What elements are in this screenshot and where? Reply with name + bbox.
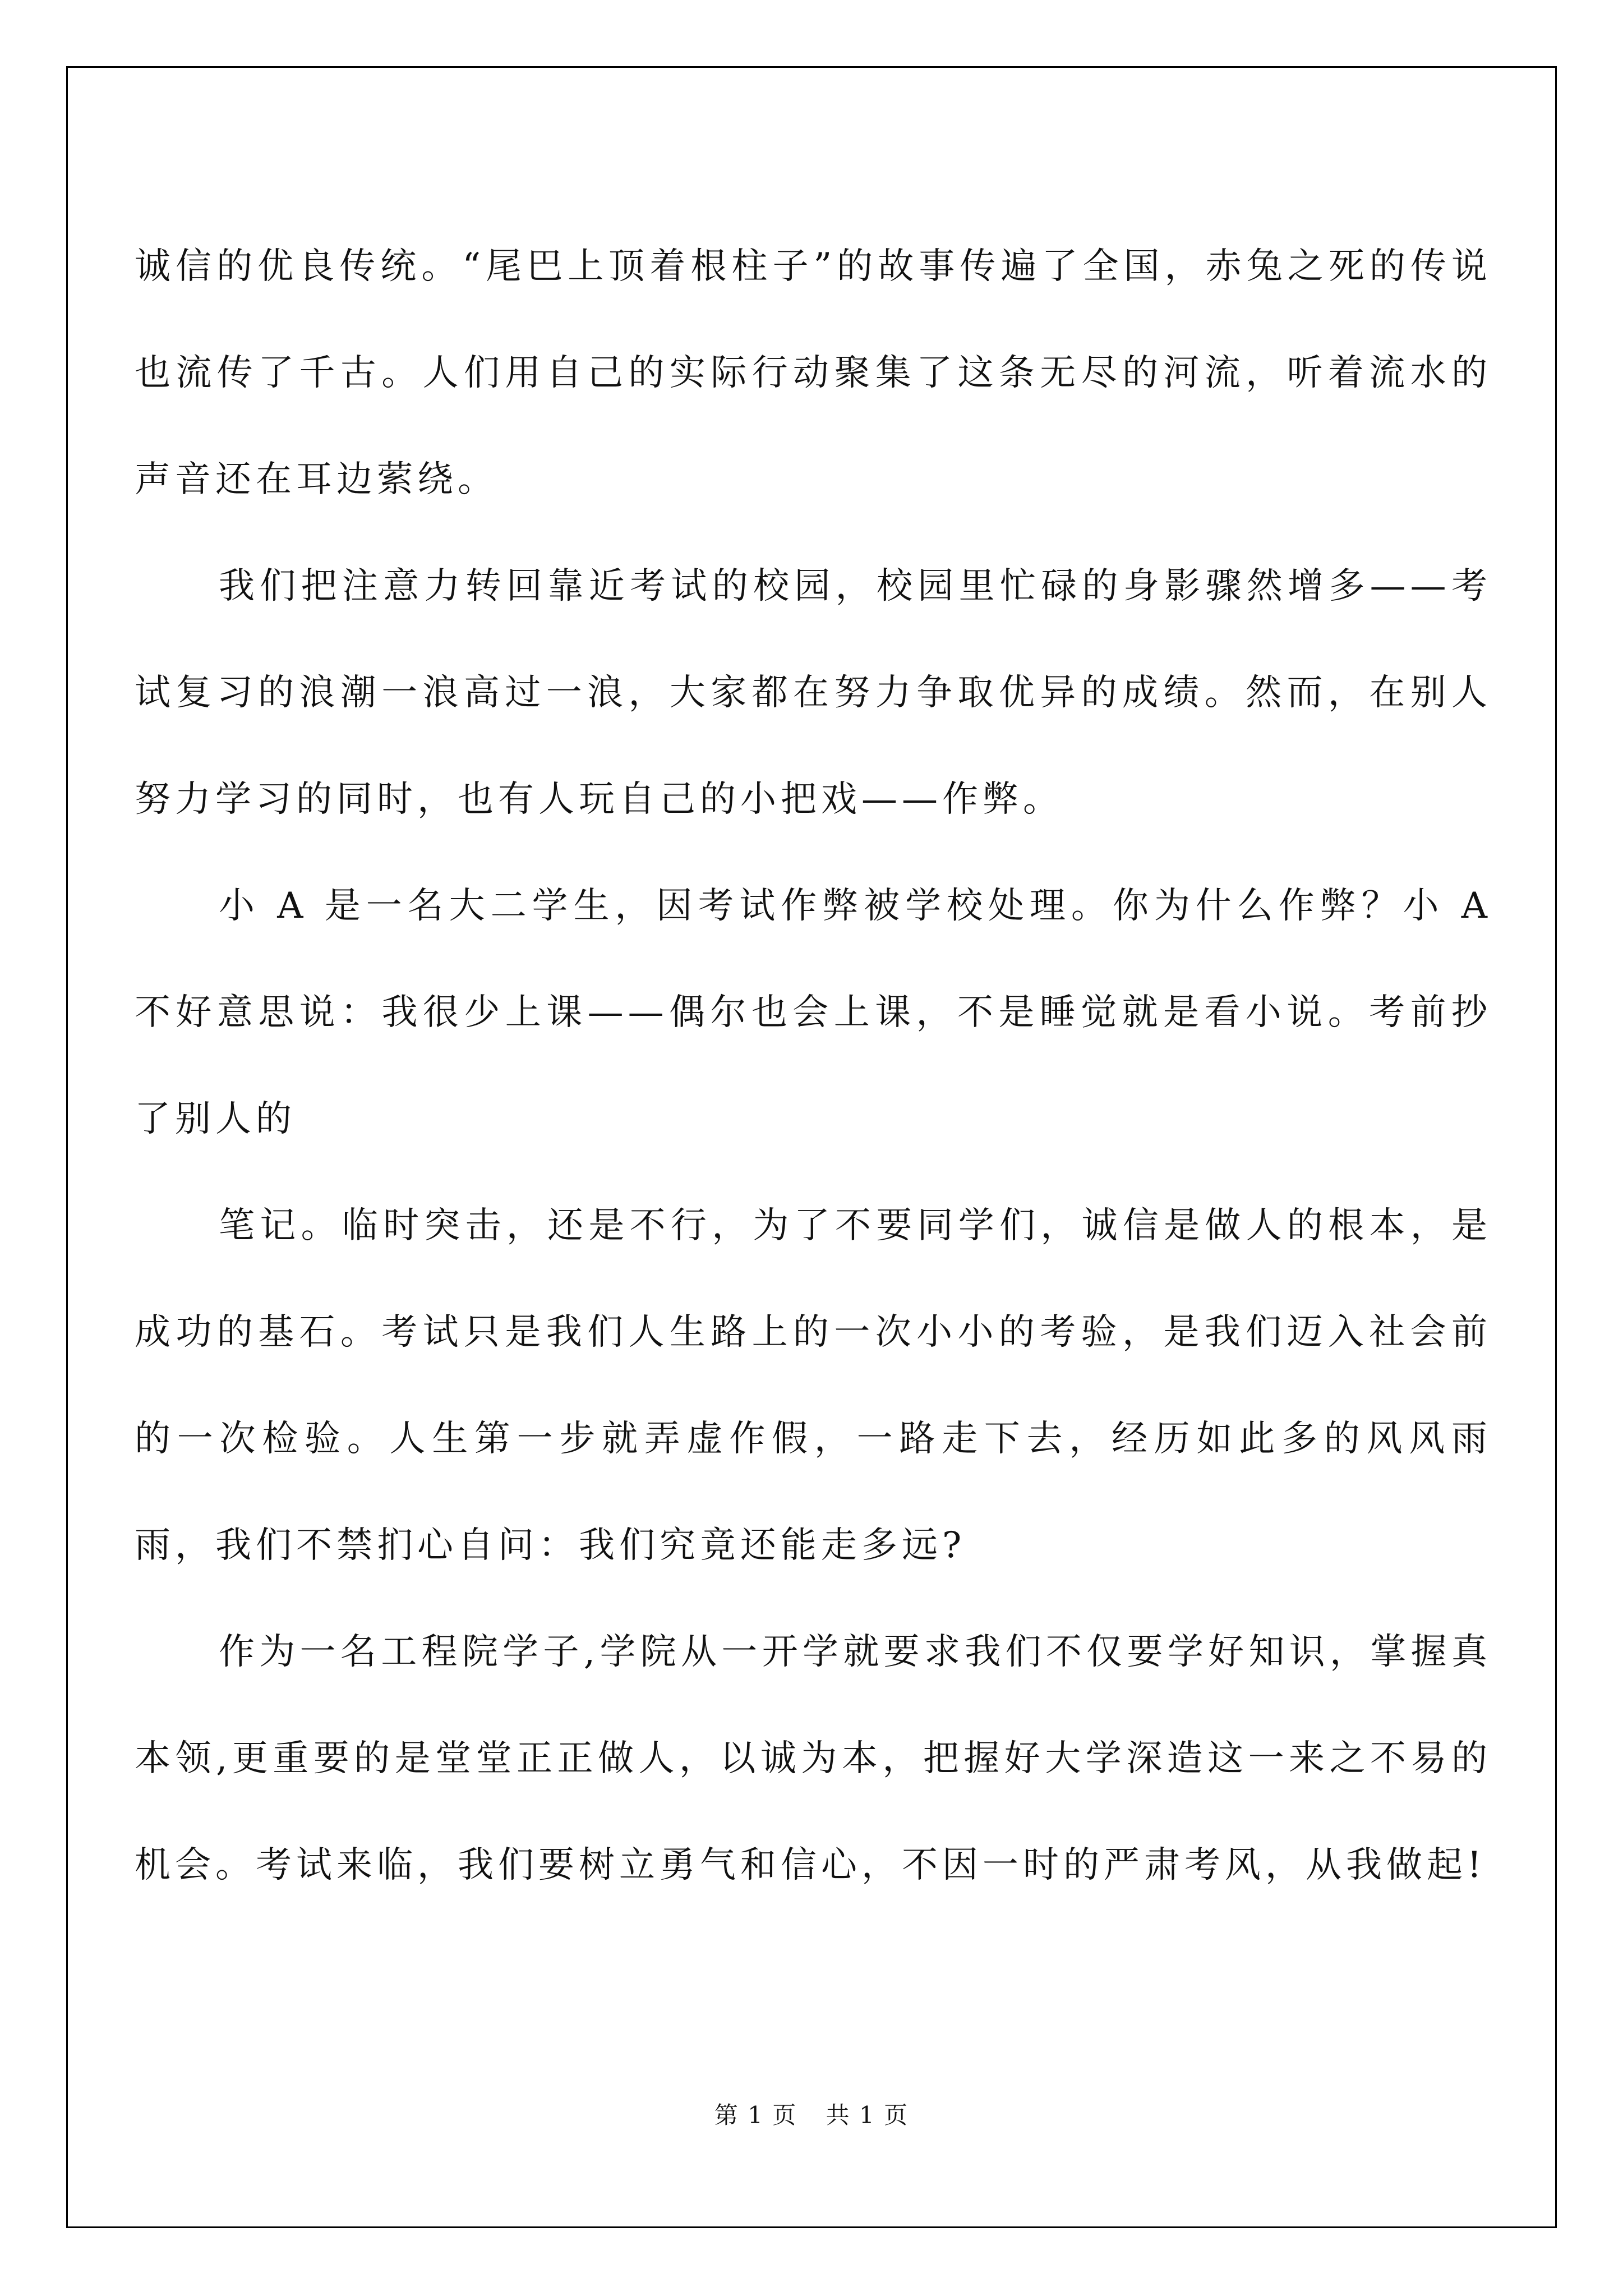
paragraph-1: 诚信的优良传统。“尾巴上顶着根柱子”的故事传遍了全国，赤兔之死的传说也流传了千古。人们用自己的实际行动聚集了这条无尽的河流，听着流水的声音还在耳边萦绕。 bbox=[135, 246, 1492, 500]
paragraph-5: 作为一名工程院学子,学院从一开学就要求我们不仅要学好知识，掌握真本领,更重要的是堂堂正正做人，以诚为本，把握好大学深造这一来之不易的机会。考试来临，我们要树立勇气和信心，不因一时的严肃考风，从我做起! bbox=[135, 1631, 1492, 1886]
page-footer bbox=[0, 2097, 1623, 2131]
paragraph-4: 笔记。临时突击，还是不行，为了不要同学们，诚信是做人的根本，是成功的基石。考试只是我们人生路上的一次小小的考验，是我们迈入社会前的一次检验。人生第一步就弄虚作假，一路走下去，经历如此多的风风雨雨，我们不禁扪心自问：我们究竟还能走多远? bbox=[135, 1205, 1492, 1566]
document-body bbox=[135, 213, 1492, 1918]
page-total: 共 1 页 bbox=[826, 2101, 909, 2129]
paragraph-2: 我们把注意力转回靠近考试的校园，校园里忙碌的身影骤然增多——考试复习的浪潮一浪高过一浪，大家都在努力争取优异的成绩。然而，在别人努力学习的同时，也有人玩自己的小把戏——作弊。 bbox=[135, 565, 1492, 820]
paragraph-3: 小 A 是一名大二学生，因考试作弊被学校处理。你为什么作弊？小 A 不好意思说：我很少上课——偶尔也会上课，不是睡觉就是看小说。考前抄了别人的 bbox=[135, 885, 1492, 1140]
page-number: 第 1 页 bbox=[714, 2101, 797, 2129]
